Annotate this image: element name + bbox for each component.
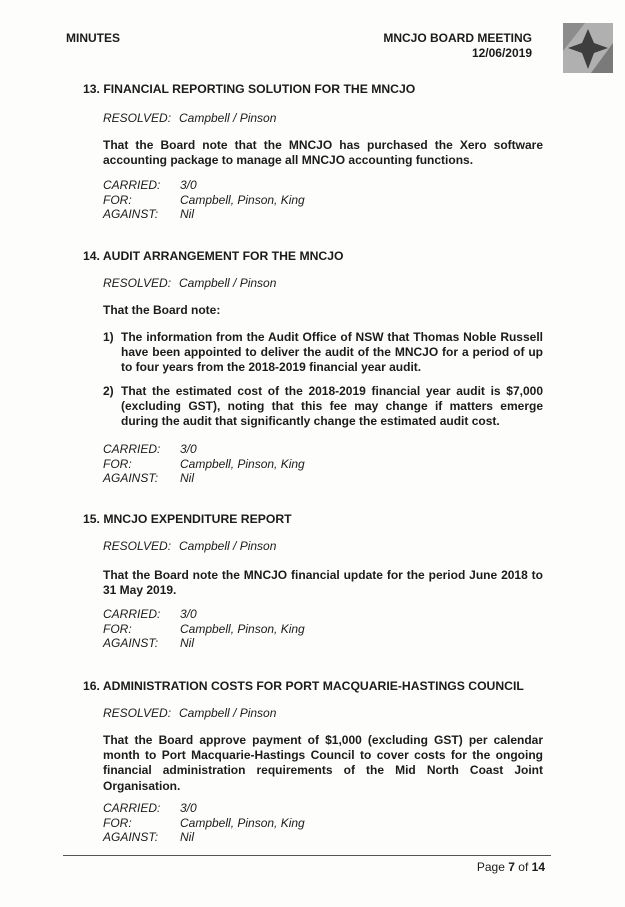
page-of: of — [518, 860, 529, 874]
vote-carried-label: CARRIED: — [103, 442, 161, 456]
vote-carried-label: CARRIED: — [103, 607, 161, 621]
page-prefix: Page — [476, 860, 505, 874]
vote-for-value: Campbell, Pinson, King — [180, 192, 305, 207]
page-number — [477, 860, 545, 874]
item-14-intro: That the Board note: — [103, 303, 221, 317]
resolved-label: RESOLVED: — [103, 706, 172, 720]
vote-carried-value: 3/0 — [180, 607, 197, 621]
item-15-vote — [103, 607, 305, 651]
item-13-resolved — [103, 111, 276, 125]
vote-against-label: AGAINST: — [103, 471, 159, 486]
resolved-label: RESOLVED: — [103, 276, 172, 290]
item-15-resolution: That the Board note the MNCJO financial update for the period June 2018 to 31 May 2019. — [103, 568, 543, 598]
item-16-resolution: That the Board approve payment of $1,000 (excluding GST) per calendar month to Port Macquarie-Hastings Council to cover costs for the ongoing financial administration requirements of the Mid North Coast Joint Organisation. — [103, 733, 543, 793]
footer-divider — [63, 855, 551, 856]
organisation-logo — [563, 23, 613, 73]
vote-for-label: FOR: — [103, 192, 132, 207]
point-number: 1) — [103, 330, 114, 344]
item-13-title: 13. FINANCIAL REPORTING SOLUTION FOR THE MNCJO — [83, 82, 416, 96]
vote-against-value: Nil — [180, 830, 194, 845]
vote-carried-value: 3/0 — [180, 178, 197, 192]
resolved-label: RESOLVED: — [103, 111, 172, 125]
item-14-point-1 — [103, 330, 543, 376]
document-type-label: MINUTES — [66, 31, 120, 45]
resolved-movers: Campbell / Pinson — [179, 706, 277, 720]
point-text: The information from the Audit Office of NSW that Thomas Noble Russell have been appointed to deliver the audit of the MNCJO for a period of up to four years from the 2018-2019 financial year audit. — [121, 330, 543, 375]
vote-against-value: Nil — [180, 471, 194, 486]
item-16-resolved — [103, 706, 276, 720]
vote-carried-value: 3/0 — [180, 801, 197, 815]
vote-carried-value: 3/0 — [180, 442, 197, 456]
point-text: That the estimated cost of the 2018-2019 financial year audit is $7,000 (excluding GST), noting that this fee may change if matters emerge during the audit that significantly change the estimated audit cost. — [121, 384, 543, 429]
item-16-title: 16. ADMINISTRATION COSTS FOR PORT MACQUARIE-HASTINGS COUNCIL — [83, 679, 524, 693]
point-number: 2) — [103, 384, 114, 398]
vote-for-value: Campbell, Pinson, King — [180, 621, 305, 636]
item-15-title: 15. MNCJO EXPENDITURE REPORT — [83, 512, 292, 526]
item-14-vote — [103, 442, 305, 486]
vote-against-label: AGAINST: — [103, 830, 159, 845]
page-current: 7 — [508, 860, 515, 874]
item-14-title: 14. AUDIT ARRANGEMENT FOR THE MNCJO — [83, 249, 344, 263]
item-15-resolved — [103, 539, 276, 553]
resolved-movers: Campbell / Pinson — [179, 276, 277, 290]
item-13-resolution: That the Board note that the MNCJO has purchased the Xero software accounting package to manage all MNCJO accounting functions. — [103, 138, 543, 168]
resolved-movers: Campbell / Pinson — [179, 539, 277, 553]
vote-carried-label: CARRIED: — [103, 178, 161, 192]
vote-against-label: AGAINST: — [103, 207, 159, 222]
item-16-vote — [103, 801, 305, 845]
page-total: 14 — [531, 860, 545, 874]
item-14-point-2 — [103, 384, 543, 430]
meeting-date: 12/06/2019 — [471, 46, 532, 60]
meeting-title: MNCJO BOARD MEETING — [383, 31, 532, 45]
vote-for-label: FOR: — [103, 621, 132, 636]
meeting-header — [383, 31, 532, 61]
vote-for-label: FOR: — [103, 456, 132, 471]
vote-against-value: Nil — [180, 207, 194, 222]
resolved-label: RESOLVED: — [103, 539, 172, 553]
vote-against-label: AGAINST: — [103, 636, 159, 651]
resolved-movers: Campbell / Pinson — [179, 111, 277, 125]
vote-for-value: Campbell, Pinson, King — [180, 456, 305, 471]
item-13-vote — [103, 178, 305, 222]
vote-against-value: Nil — [180, 636, 194, 651]
vote-carried-label: CARRIED: — [103, 801, 161, 815]
item-14-resolved — [103, 276, 276, 290]
vote-for-value: Campbell, Pinson, King — [180, 815, 305, 830]
vote-for-label: FOR: — [103, 815, 132, 830]
